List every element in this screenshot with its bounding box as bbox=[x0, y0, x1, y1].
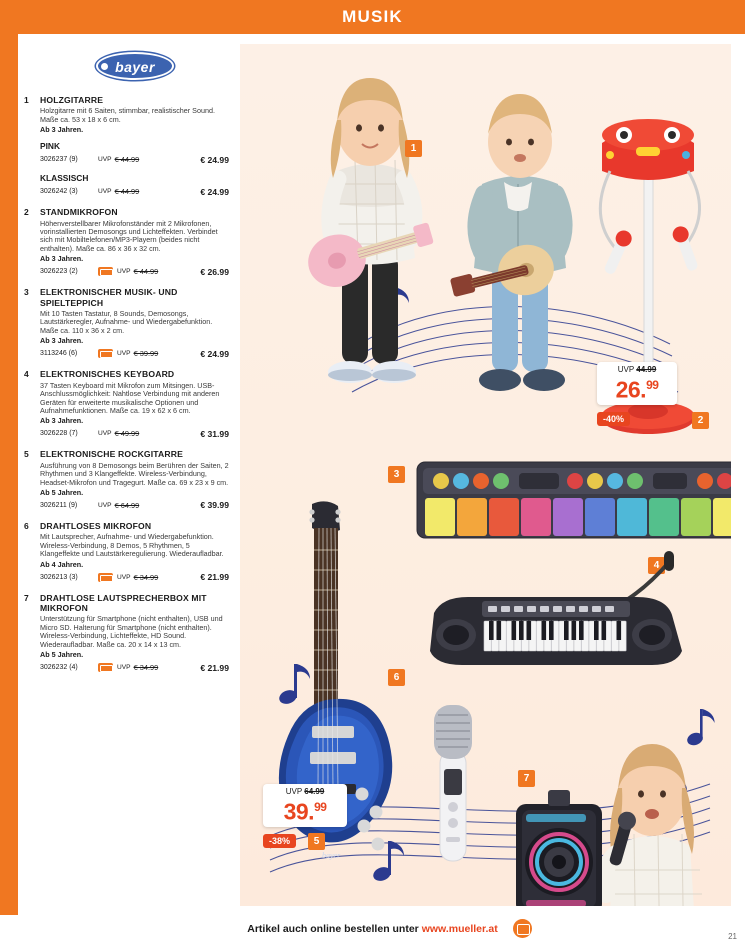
photo-badge-6: 6 bbox=[388, 669, 405, 686]
product-title: ELEKTRONISCHER MUSIK- UND SPIELTEPPICH bbox=[40, 287, 178, 308]
product-item[interactable] bbox=[24, 95, 229, 198]
photo-keyboard bbox=[420, 549, 720, 699]
product-number: 7 bbox=[24, 592, 29, 603]
uvp-label: UVP bbox=[117, 664, 131, 671]
splash-uvp-price: 44.99 bbox=[636, 365, 657, 374]
product-number: 4 bbox=[24, 369, 29, 380]
variant-name: PINK bbox=[40, 141, 61, 152]
price-row bbox=[40, 185, 229, 198]
splash-price-int: 39. bbox=[283, 798, 315, 825]
product-item[interactable] bbox=[24, 207, 229, 278]
price-row bbox=[40, 661, 229, 674]
product-title: ELEKTRONISCHES KEYBOARD bbox=[40, 369, 175, 380]
shipping-icon bbox=[98, 267, 113, 276]
svg-text:bayer: bayer bbox=[322, 851, 341, 860]
splash-price-int: 26. bbox=[615, 376, 647, 403]
product-title: DRAHTLOSES MIKROFON bbox=[40, 520, 152, 531]
shipping-icon bbox=[98, 573, 113, 582]
sale-price: € 31.99 bbox=[200, 428, 229, 439]
product-number: 5 bbox=[24, 449, 29, 460]
splash-price-dec: 99 bbox=[314, 800, 327, 814]
photo-badge-7: 7 bbox=[518, 770, 535, 787]
sale-price: € 26.99 bbox=[200, 266, 229, 277]
product-item[interactable] bbox=[24, 449, 229, 512]
product-age: Ab 3 Jahren. bbox=[40, 416, 84, 426]
product-photo-panel bbox=[240, 44, 731, 906]
article-number: 3026228 (7) bbox=[40, 430, 78, 438]
uvp-label: UVP bbox=[117, 350, 131, 358]
product-item[interactable] bbox=[24, 369, 229, 440]
brand-name: bayer bbox=[115, 59, 155, 75]
sale-price: € 24.99 bbox=[200, 348, 229, 359]
product-title: HOLZGITARRE bbox=[40, 95, 104, 105]
sale-price: € 24.99 bbox=[200, 154, 229, 165]
product-number: 6 bbox=[24, 520, 29, 531]
product-list bbox=[24, 44, 229, 674]
shipping-icon bbox=[513, 919, 532, 938]
product-description: Holzgitarre mit 6 Saiten, stimmbar, realistischer Sound. Maße ca. 53 x 18 x 6 cm. bbox=[40, 106, 215, 124]
discount-badge-guitar: -38% bbox=[263, 834, 296, 848]
photo-girl-with-speaker bbox=[510, 734, 730, 906]
left-accent-bar bbox=[0, 34, 18, 915]
product-age: Ab 4 Jahren. bbox=[40, 559, 84, 569]
product-item[interactable] bbox=[24, 287, 229, 360]
product-number: 2 bbox=[24, 207, 29, 218]
price-row bbox=[40, 153, 229, 166]
photo-wireless-microphone bbox=[410, 689, 500, 879]
uvp-price: € 64.99 bbox=[114, 500, 140, 510]
uvp-price: € 44.99 bbox=[133, 267, 159, 277]
uvp-label: UVP bbox=[98, 188, 112, 196]
price-splash-microphone bbox=[597, 362, 677, 405]
page-title: MUSIK bbox=[342, 7, 403, 26]
footer bbox=[0, 915, 745, 950]
article-number: 3026237 (9) bbox=[40, 156, 78, 164]
page-number: 21 bbox=[728, 932, 737, 941]
product-description: Mit Lautsprecher, Aufnahme- und Wiedergabefunktion. Wireless-Verbindung, 8 Demos, 5 Rhythmen, 5 Klangeffekte und Lautstärkeregulierung. Wiederaufladbar. bbox=[40, 532, 224, 559]
product-age: Ab 5 Jahren. bbox=[40, 650, 84, 659]
product-description: Ausführung von 8 Demosongs beim Berühren der Saiten, 2 Rhythmen und 3 Klangeffekte. Wireless-Verbindung, Headset-Mikrofon und Tragegurt. Maße ca. 69 x 23 x 9 cm. bbox=[40, 460, 229, 487]
shipping-icon bbox=[98, 349, 113, 358]
product-age: Ab 5 Jahren. bbox=[40, 487, 84, 497]
bayer-logo-icon bbox=[96, 52, 174, 86]
footer-text-before: Artikel auch online bestellen unter bbox=[247, 923, 422, 935]
product-age: Ab 3 Jahren. bbox=[40, 254, 84, 264]
article-number: 3026211 (9) bbox=[40, 501, 78, 509]
uvp-label: UVP bbox=[98, 501, 112, 509]
splash-uvp-label: UVP bbox=[285, 787, 303, 796]
article-number: 3026232 (4) bbox=[40, 664, 78, 671]
photo-badge-2: 2 bbox=[692, 412, 709, 429]
article-number: 3113246 (6) bbox=[40, 350, 78, 358]
discount-badge-microphone: -40% bbox=[597, 412, 630, 426]
uvp-price: € 49.99 bbox=[114, 429, 140, 439]
price-row bbox=[40, 499, 229, 512]
uvp-price: € 39.99 bbox=[133, 349, 159, 359]
product-title: STANDMIKROFON bbox=[40, 207, 118, 218]
splash-uvp-price: 64.99 bbox=[304, 787, 325, 796]
article-number: 3026242 (3) bbox=[40, 188, 78, 196]
product-number: 1 bbox=[24, 95, 29, 105]
sale-price: € 21.99 bbox=[200, 662, 229, 673]
shipping-icon bbox=[98, 663, 113, 672]
article-number: 3026213 (3) bbox=[40, 573, 78, 581]
photo-music-mat bbox=[415, 454, 731, 554]
product-description: Höhenverstellbarer Mikrofonständer mit 2 Mikrofonen, vorinstallierten Demosongs und Lichteffekten. Verbindet sich mit Mobiltelefonen/MP3-Playern (beides nicht enthalten). Maße ca. 86 x 36 x 32 cm. bbox=[40, 218, 218, 253]
uvp-label: UVP bbox=[98, 430, 112, 438]
photo-badge-1: 1 bbox=[405, 140, 422, 157]
price-row bbox=[40, 265, 229, 278]
price-row bbox=[40, 571, 229, 584]
price-row bbox=[40, 427, 229, 440]
product-description: 37 Tasten Keyboard mit Mikrofon zum Mitsingen. USB-Anschlussmöglichkeit: Nahtlose Verbindung mit anderen Geräten für erweiterte musikalische Optionen und Aufnahmefunktionen. Maße ca. 19 x 62 x 6 cm. bbox=[40, 380, 220, 415]
product-item[interactable] bbox=[24, 521, 229, 584]
sale-price: € 39.99 bbox=[200, 500, 229, 511]
product-age: Ab 3 Jahren. bbox=[40, 336, 84, 346]
variant-name: KLASSISCH bbox=[40, 173, 89, 184]
photo-badge-4: 4 bbox=[648, 557, 665, 574]
splash-price-dec: 99 bbox=[646, 378, 659, 392]
uvp-price: € 44.99 bbox=[114, 187, 140, 197]
photo-badge-5: 5 bbox=[308, 833, 325, 850]
uvp-label: UVP bbox=[117, 573, 131, 581]
price-row bbox=[40, 347, 229, 360]
product-number: 3 bbox=[24, 287, 29, 298]
product-title: ELEKTRONISCHE ROCKGITARRE bbox=[40, 449, 184, 460]
product-item[interactable] bbox=[24, 593, 229, 674]
sale-price: € 24.99 bbox=[200, 186, 229, 197]
product-description: Mit 10 Tasten Tastatur, 8 Sounds, Demosongs, Lautstärkeregler, Aufnahme- und Wiedergabefunktion. Maße ca. 110 x 36 x 2 cm. bbox=[40, 309, 213, 335]
uvp-price: € 34.99 bbox=[133, 663, 159, 672]
price-splash-guitar bbox=[263, 784, 347, 827]
product-title: DRAHTLOSE LAUTSPRECHERBOX MIT MIKROFON bbox=[40, 592, 207, 613]
footer-url[interactable]: www.mueller.at bbox=[421, 923, 498, 935]
product-age: Ab 3 Jahren. bbox=[40, 125, 84, 135]
footer-text bbox=[0, 923, 745, 935]
uvp-label: UVP bbox=[117, 268, 131, 276]
sale-price: € 21.99 bbox=[200, 572, 229, 583]
uvp-label: UVP bbox=[98, 156, 112, 164]
uvp-price: € 34.99 bbox=[133, 572, 159, 582]
uvp-price: € 44.99 bbox=[114, 155, 140, 165]
article-number: 3026223 (2) bbox=[40, 268, 78, 276]
splash-uvp-label: UVP bbox=[617, 365, 635, 374]
product-description: Unterstützung für Smartphone (nicht enthalten), USB und Micro SD. Halterung für Smartphone (nicht enthalten). Wireless-Verbindung, Lichteffekte, HD Sound. Wiederaufladbar. Maße ca. 20 x 14 x 13 cm. bbox=[40, 614, 223, 649]
photo-badge-3: 3 bbox=[388, 466, 405, 483]
